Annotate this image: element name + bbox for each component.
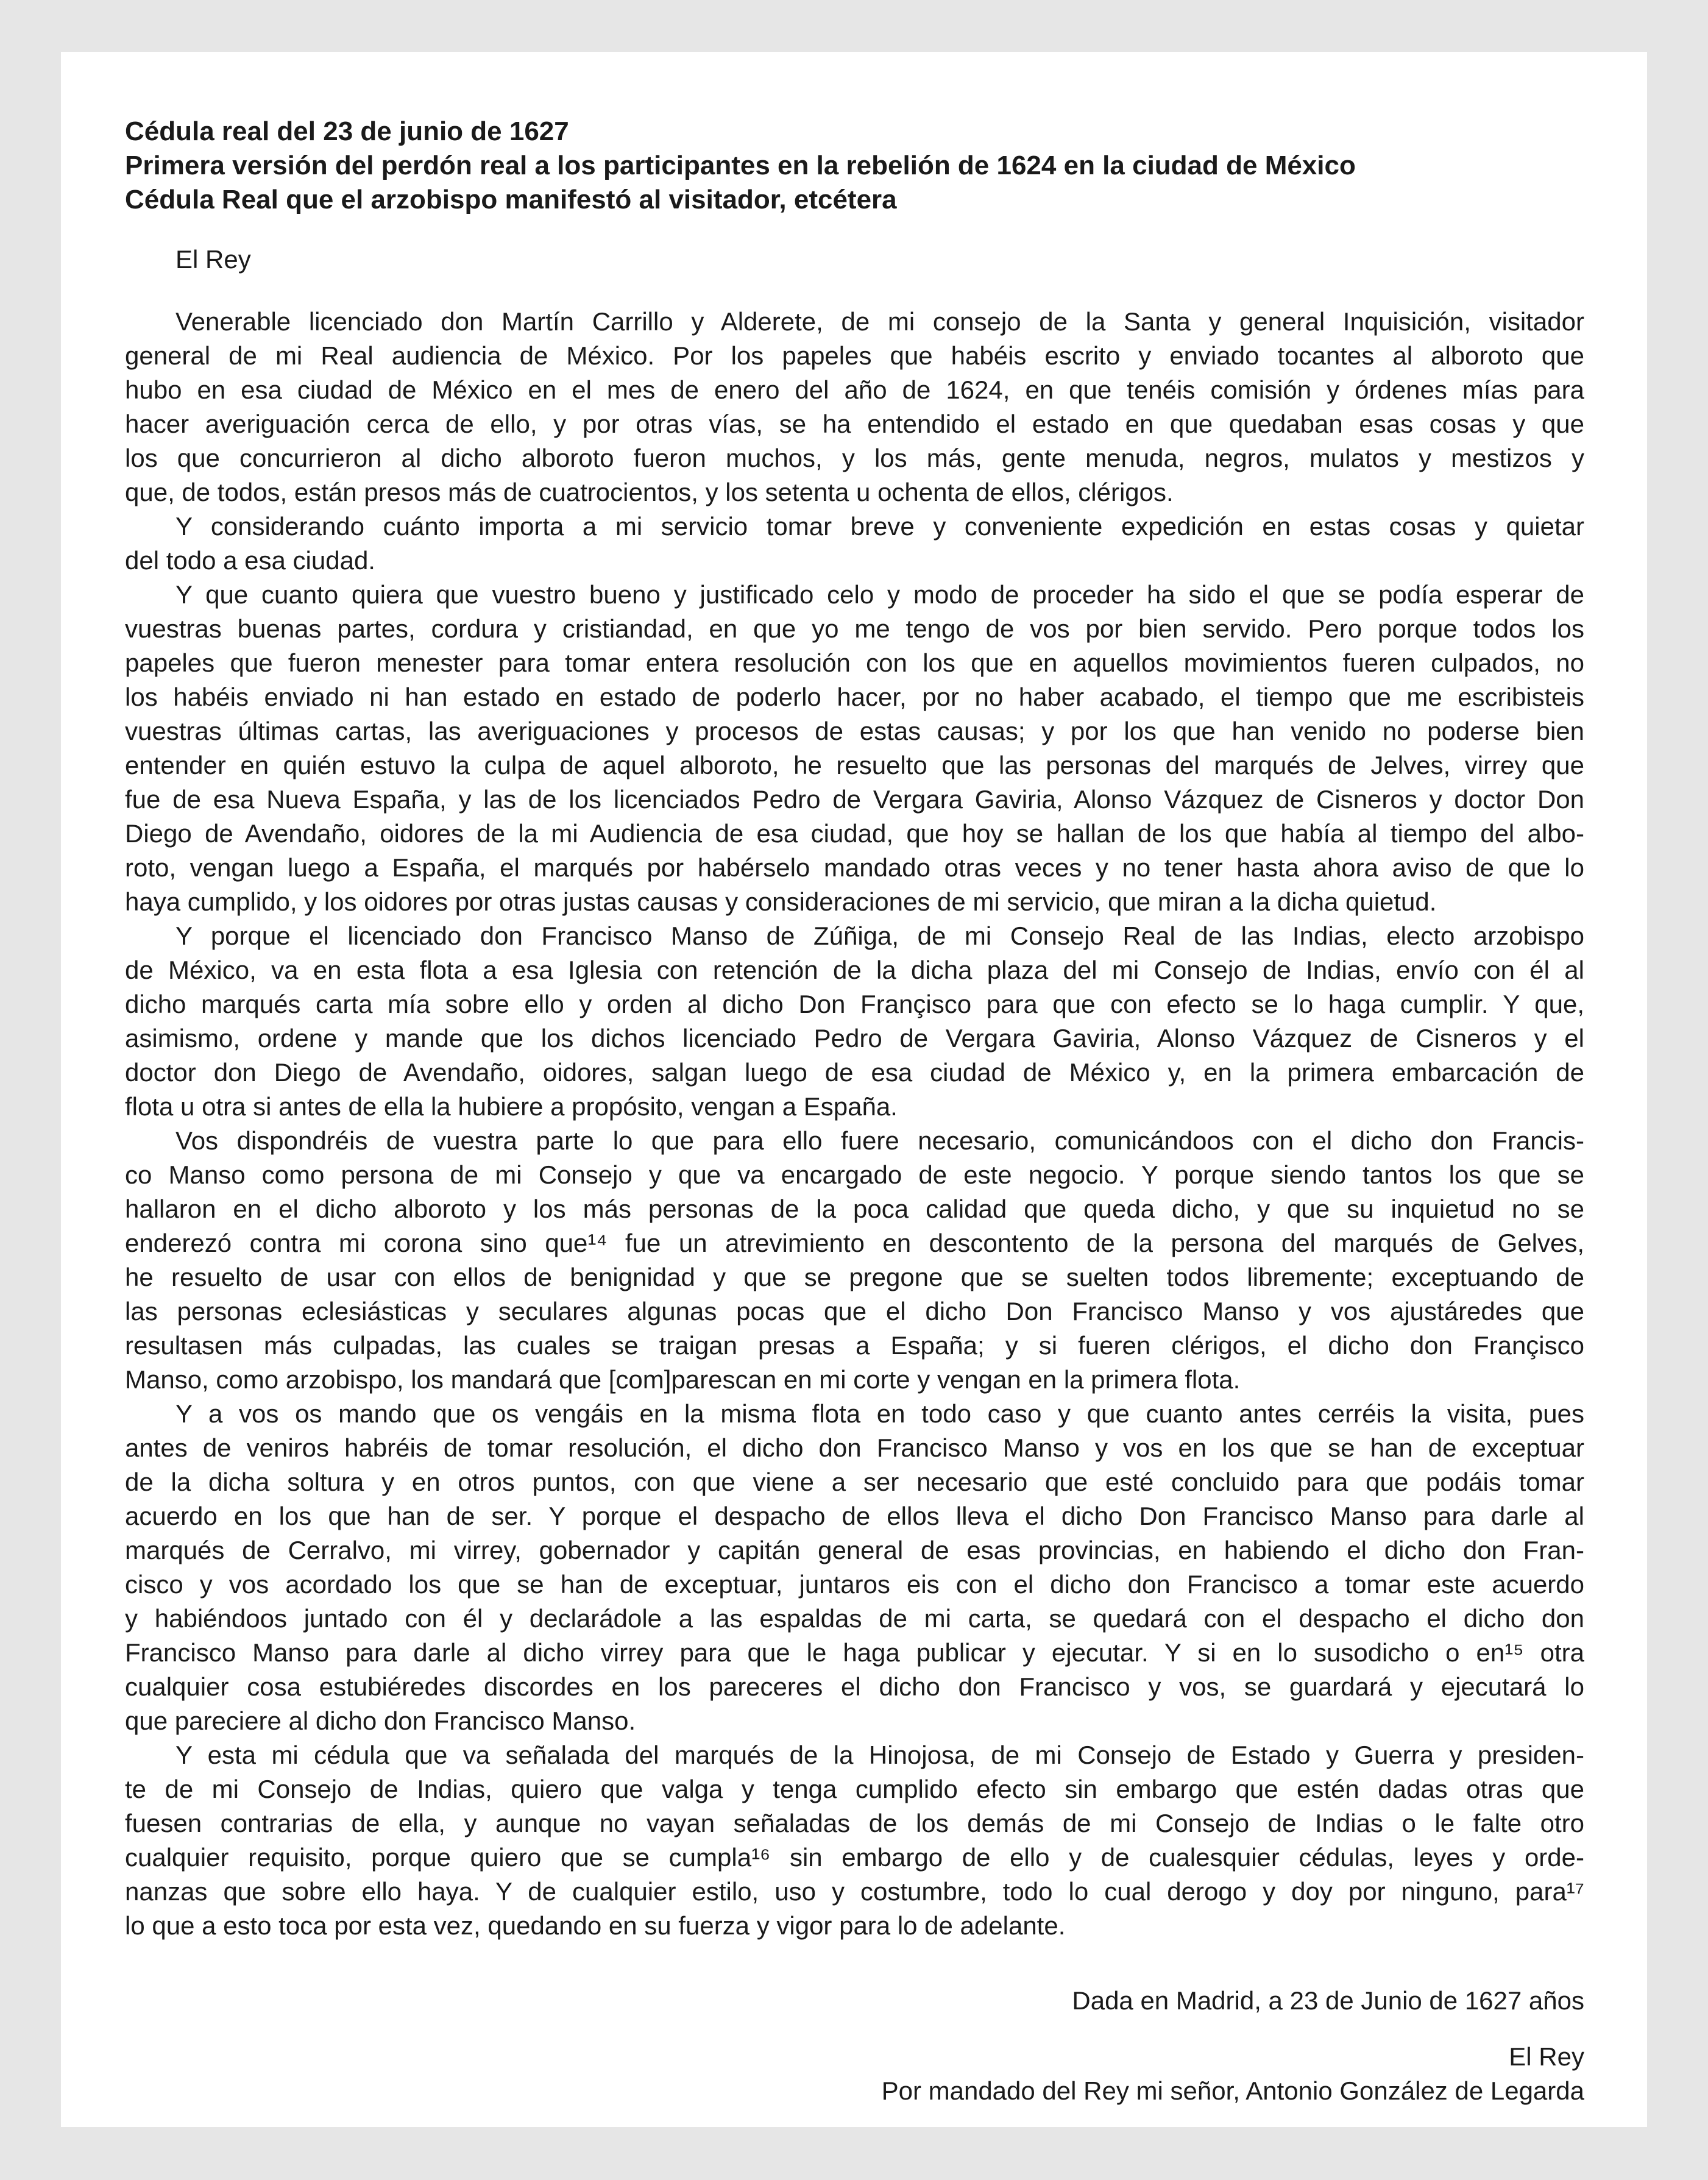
- countersignature: Por mandado del Rey mi señor, Antonio González de Legarda: [881, 2076, 1584, 2105]
- text-line: de la dicha soltura y en otros puntos, con que viene a ser necesario que esté concluido para que podáis tomar: [125, 1468, 1584, 1496]
- text-line: Manso, como arzobispo, los mandará que [com]parescan en mi corte y vengan en la primera flota.: [125, 1365, 1241, 1394]
- text-line: papeles que fueron menester para tomar entera resolución con los que en aquellos movimientos fueren culpados, no: [125, 648, 1584, 677]
- text-line: Y a vos os mando que os vengáis en la misma flota en todo caso y que cuanto antes cerréis la visita, pues: [175, 1399, 1584, 1428]
- text-line: Venerable licenciado don Martín Carrillo y Alderete, de mi consejo de la Santa y general Inquisición, visitador: [175, 307, 1584, 336]
- text-line: te de mi Consejo de Indias, quiero que valga y tenga cumplido efecto sin embargo que estén dadas otras que: [125, 1775, 1584, 1803]
- title-line-2: Primera versión del perdón real a los participantes en la rebelión de 1624 en la ciudad de México: [125, 151, 1356, 180]
- text-line: los que concurrieron al dicho alboroto fueron muchos, y los más, gente menuda, negros, mulatos y mestizos y: [125, 444, 1584, 472]
- text-line: fue de esa Nueva España, y las de los licenciados Pedro de Vergara Gaviria, Alonso Vázquez de Cisneros y doctor Don: [125, 785, 1584, 814]
- text-line: que pareciere al dicho don Francisco Manso.: [125, 1706, 636, 1735]
- title-line-1: Cédula real del 23 de junio de 1627: [125, 116, 569, 146]
- text-line: entender en quién estuvo la culpa de aquel alboroto, he resuelto que las personas del marqués de Jelves, virrey que: [125, 751, 1584, 779]
- text-line: hubo en esa ciudad de México en el mes de enero del año de 1624, en que tenéis comisión y órdenes mías para: [125, 375, 1584, 404]
- text-line: cisco y vos acordado los que se han de exceptuar, juntaros eis con el dicho don Francisco a tomar este acuerdo: [125, 1570, 1584, 1599]
- text-line: Y considerando cuánto importa a mi servicio tomar breve y conveniente expedición en estas cosas y quietar: [175, 512, 1584, 541]
- text-line: he resuelto de usar con ellos de benignidad y que se pregone que se suelten todos libremente; exceptuando de: [125, 1263, 1584, 1291]
- text-line: general de mi Real audiencia de México. Por los papeles que habéis escrito y enviado tocantes al alboroto que: [125, 341, 1584, 370]
- text-line: fuesen contrarias de ella, y aunque no vayan señaladas de los demás de mi Consejo de Indias o le falte otro: [125, 1809, 1584, 1837]
- text-line: lo que a esto toca por esta vez, quedando en su fuerza y vigor para lo de adelante.: [125, 1911, 1066, 1940]
- document-body: [125, 305, 1584, 1943]
- text-line: cualquier requisito, porque quiero que se cumpla¹⁶ sin embargo de ello y de cualesquier cédulas, leyes y orde-: [125, 1843, 1584, 1872]
- text-line: Y esta mi cédula que va señalada del marqués de la Hinojosa, de mi Consejo de Estado y Guerra y presiden-: [175, 1741, 1584, 1769]
- text-line: Francisco Manso para darle al dicho virrey para que le haga publicar y ejecutar. Y si en lo susodicho o en¹⁵ otra: [125, 1638, 1584, 1667]
- text-line: haya cumplido, y los oidores por otras justas causas y consideraciones de mi servicio, que miran a la dicha quietud.: [125, 887, 1437, 916]
- text-line: nanzas que sobre ello haya. Y de cualquier estilo, uso y costumbre, todo lo cual derogo y doy por ninguno, para¹⁷: [125, 1877, 1584, 1906]
- text-line: co Manso como persona de mi Consejo y que va encargado de este negocio. Y porque siendo tantos los que se: [125, 1160, 1584, 1189]
- text-line: enderezó contra mi corona sino que¹⁴ fue un atrevimiento en descontento de la persona del marqués de Gelves,: [125, 1229, 1584, 1257]
- text-line: resultasen más culpadas, las cuales se traigan presas a España; y si fueren clérigos, el dicho don Françisco: [125, 1331, 1584, 1360]
- text-line: y habiéndoos juntado con él y declarádole a las espaldas de mi carta, se quedará con el despacho el dicho don: [125, 1604, 1584, 1633]
- text-line: dicho marqués carta mía sobre ello y orden al dicho Don Françisco para que con efecto se lo haga cumplir. Y que,: [125, 990, 1584, 1018]
- text-line: antes de veniros habréis de tomar resolución, el dicho don Francisco Manso y vos en los que se han de exceptuar: [125, 1433, 1584, 1462]
- paragraph: [125, 1397, 1584, 1738]
- text-line: de México, va en esta flota a esa Iglesia con retención de la dicha plaza del mi Consejo de Indias, envío con él al: [125, 956, 1584, 984]
- salutation: El Rey: [175, 245, 251, 274]
- text-line: marqués de Cerralvo, mi virrey, gobernador y capitán general de esas provincias, en habiendo el dicho don Fran-: [125, 1536, 1584, 1564]
- paragraph: [125, 1124, 1584, 1397]
- text-line: Diego de Avendaño, oidores de la mi Audiencia de esa ciudad, que hoy se hallan de los que había al tiempo del albo-: [125, 819, 1584, 848]
- text-line: Y porque el licenciado don Francisco Manso de Zúñiga, de mi Consejo Real de las Indias, electo arzobispo: [175, 921, 1584, 950]
- text-line: roto, vengan luego a España, el marqués por habérselo mandado otras veces y no tener hasta ahora aviso de que lo: [125, 853, 1584, 882]
- text-line: vuestras buenas partes, cordura y cristiandad, en que yo me tengo de vos por bien servido. Pero porque todos los: [125, 614, 1584, 643]
- text-line: flota u otra si antes de ella la hubiere a propósito, vengan a España.: [125, 1092, 898, 1121]
- text-line: vuestras últimas cartas, las averiguaciones y procesos de estas causas; y por los que han venido no poderse bien: [125, 717, 1584, 745]
- text-line: asimismo, ordene y mande que los dichos licenciado Pedro de Vergara Gaviria, Alonso Vázquez de Cisneros y el: [125, 1024, 1584, 1053]
- text-line: hallaron en el dicho alboroto y los más personas de la poca calidad que queda dicho, y que su inquietud no se: [125, 1195, 1584, 1223]
- text-line: hacer averiguación cerca de ello, y por otras vías, se ha entendido el estado en que quedaban esas cosas y que: [125, 410, 1584, 438]
- text-line: los habéis enviado ni han estado en estado de poderlo hacer, por no haber acabado, el tiempo que me escribisteis: [125, 683, 1584, 711]
- paragraph: [125, 578, 1584, 919]
- signature: El Rey: [1509, 2042, 1584, 2071]
- document-title: [125, 115, 1584, 217]
- closing-block: [125, 1984, 1584, 2108]
- text-line: las personas eclesiásticas y seculares algunas pocas que el dicho Don Francisco Manso y vos ajustáredes que: [125, 1297, 1584, 1326]
- paragraph: [125, 305, 1584, 509]
- text-line: Y que cuanto quiera que vuestro bueno y justificado celo y modo de proceder ha sido el que se podía esperar de: [175, 580, 1584, 609]
- paragraph: [125, 1738, 1584, 1943]
- dateline: Dada en Madrid, a 23 de Junio de 1627 años: [1072, 1986, 1584, 2015]
- text-line: Vos dispondréis de vuestra parte lo que para ello fuere necesario, comunicándoos con el dicho don Francis-: [175, 1126, 1584, 1155]
- text-line: cualquier cosa estubiéredes discordes en los pareceres el dicho don Francisco y vos, se guardará y ejecutará lo: [125, 1672, 1584, 1701]
- document-page: [61, 52, 1647, 2127]
- text-line: que, de todos, están presos más de cuatrocientos, y los setenta u ochenta de ellos, clérigos.: [125, 478, 1174, 506]
- text-line: acuerdo en los que han de ser. Y porque el despacho de ellos lleva el dicho Don Francisco Manso para darle al: [125, 1502, 1584, 1530]
- text-line: doctor don Diego de Avendaño, oidores, salgan luego de esa ciudad de México y, en la primera embarcación de: [125, 1058, 1584, 1087]
- paragraph: [125, 509, 1584, 578]
- title-line-3: Cédula Real que el arzobispo manifestó al visitador, etcétera: [125, 185, 897, 215]
- text-line: del todo a esa ciudad.: [125, 546, 375, 575]
- paragraph: [125, 919, 1584, 1124]
